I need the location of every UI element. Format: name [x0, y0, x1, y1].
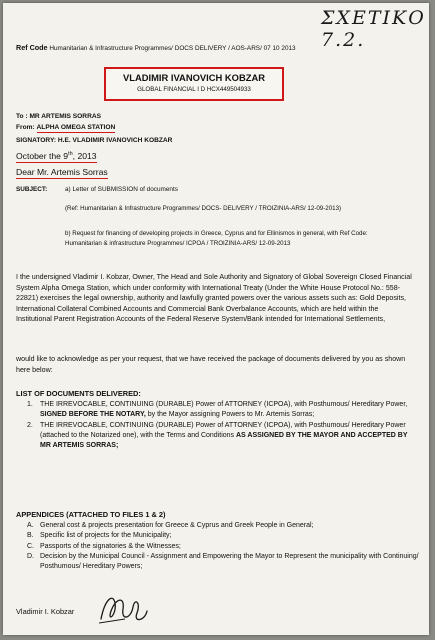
- document-page: [3, 3, 429, 635]
- salutation: Dear Mr. Artemis Sorras: [16, 167, 108, 177]
- body-paragraph: I the undersigned Vladimir I. Kobzar, Owner, The Head and Sole Authority and Signatory of Global Sovereign Closed Financial System Alpha Omega Station, which under conformity with International Treaty (Under the White House Protocol No.: 558-22821) exercises the legal ownership, authority and lawfully granted powers over the various assets such as: Gold Deposits, International Collateral Combined Accounts and Commercial Bank Overbalance Accounts, which are held within the Institutional Parent Registration Accounts of the Federal Reserve System/Bank intended for International Settlements,: [16, 273, 412, 324]
- ref-code-value: Humanitarian & Infrastructure Programmes/ DOCS DELIVERY / AOS-ARS/ 07 10 2013: [49, 45, 296, 52]
- acknowledge-paragraph: would like to acknowledge as per your request, that we have received the package of documents delivered by you as shown here below:: [16, 355, 406, 374]
- name-box: [104, 67, 284, 101]
- from-label: From:: [16, 124, 35, 131]
- documents-list: [27, 400, 419, 451]
- signatory-line: [16, 137, 172, 144]
- list-item: 1. THE IRREVOCABLE, CONTINUING (DURABLE) Power of ATTORNEY (ICPOA), with Posthumous/ Hereditary Power, SIGNED BEFORE THE NOTARY, by the Mayor assigning Powers to Mr. Artemis Sorras;: [27, 401, 408, 419]
- letter-date: [16, 151, 97, 161]
- list-item: C. Passports of the signatories & the Witnesses;: [27, 542, 181, 550]
- signatory-label: SIGNATORY:: [16, 137, 57, 144]
- list-item: 2. THE IRREVOCABLE, CONTINUING (DURABLE) Power of ATTORNEY (ICPOA), with Posthumous/ Hereditary Power (attached to the Notarized one), with the Terms and Conditions AS ASSIGNED BY THE MAYOR AND ACCEPTED BY MR ARTEMIS SORRAS;: [27, 421, 408, 450]
- to-line: [16, 113, 101, 120]
- list-item: D. Decision by the Municipal Council - Assignment and Empowering the Mayor to Represent the municipality with Continuing/ Posthumous/ Hereditary Powers;: [27, 552, 419, 571]
- subject-b: b) Request for financing of developing projects in Greece, Cyprus and for Ellinismos in general, with Ref Code: Humanitarian & infrastructure Programmes/ ICPOA / TROIZINIA-ARS/ 12-09-2013: [65, 230, 368, 247]
- ref-code-label: Ref Code: [16, 43, 48, 52]
- to-value: MR ARTEMIS SORRAS: [29, 113, 101, 120]
- owner-name: VLADIMIR IVANOVICH KOBZAR: [122, 72, 265, 83]
- appendices-list: [27, 521, 419, 572]
- subject-a-ref: (Ref: Humanitarian & Infrastructure Programmes/ DOCS- DELIVERY / TROIZINIA-ARS/ 12-09-2013): [65, 205, 342, 212]
- subject-a: a) Letter of SUBMISSION of documents: [65, 186, 178, 193]
- date-text: October the 9th, 2013: [16, 151, 97, 161]
- signatory-value: H.E. VLADIMIR IVANOVICH KOBZAR: [57, 137, 173, 144]
- list-item: A. General cost & projects presentation for Greece & Cyprus and Greek People in General;: [27, 522, 314, 529]
- list-item: B. Specific list of projects for the Municipality;: [27, 532, 172, 540]
- to-label: To :: [16, 113, 28, 120]
- handwritten-tag: ΣΧΕΤΙΚΟ 7.2.: [321, 7, 426, 51]
- documents-heading: LIST OF DOCUMENTS DELIVERED:: [16, 389, 141, 398]
- global-financial-id: GLOBAL FINANCIAL I D HCX449504933: [137, 86, 251, 93]
- subject-line: [16, 186, 178, 193]
- ref-code-line: [16, 43, 296, 52]
- signature-name: Vladimir I. Kobzar: [16, 607, 75, 616]
- from-line: [16, 124, 115, 131]
- subject-label: SUBJECT:: [16, 186, 48, 193]
- appendices-heading: APPENDICES (ATTACHED TO FILES 1 & 2): [16, 510, 166, 519]
- from-value: ALPHA OMEGA STATION: [36, 124, 116, 131]
- handwritten-signature: [95, 589, 151, 629]
